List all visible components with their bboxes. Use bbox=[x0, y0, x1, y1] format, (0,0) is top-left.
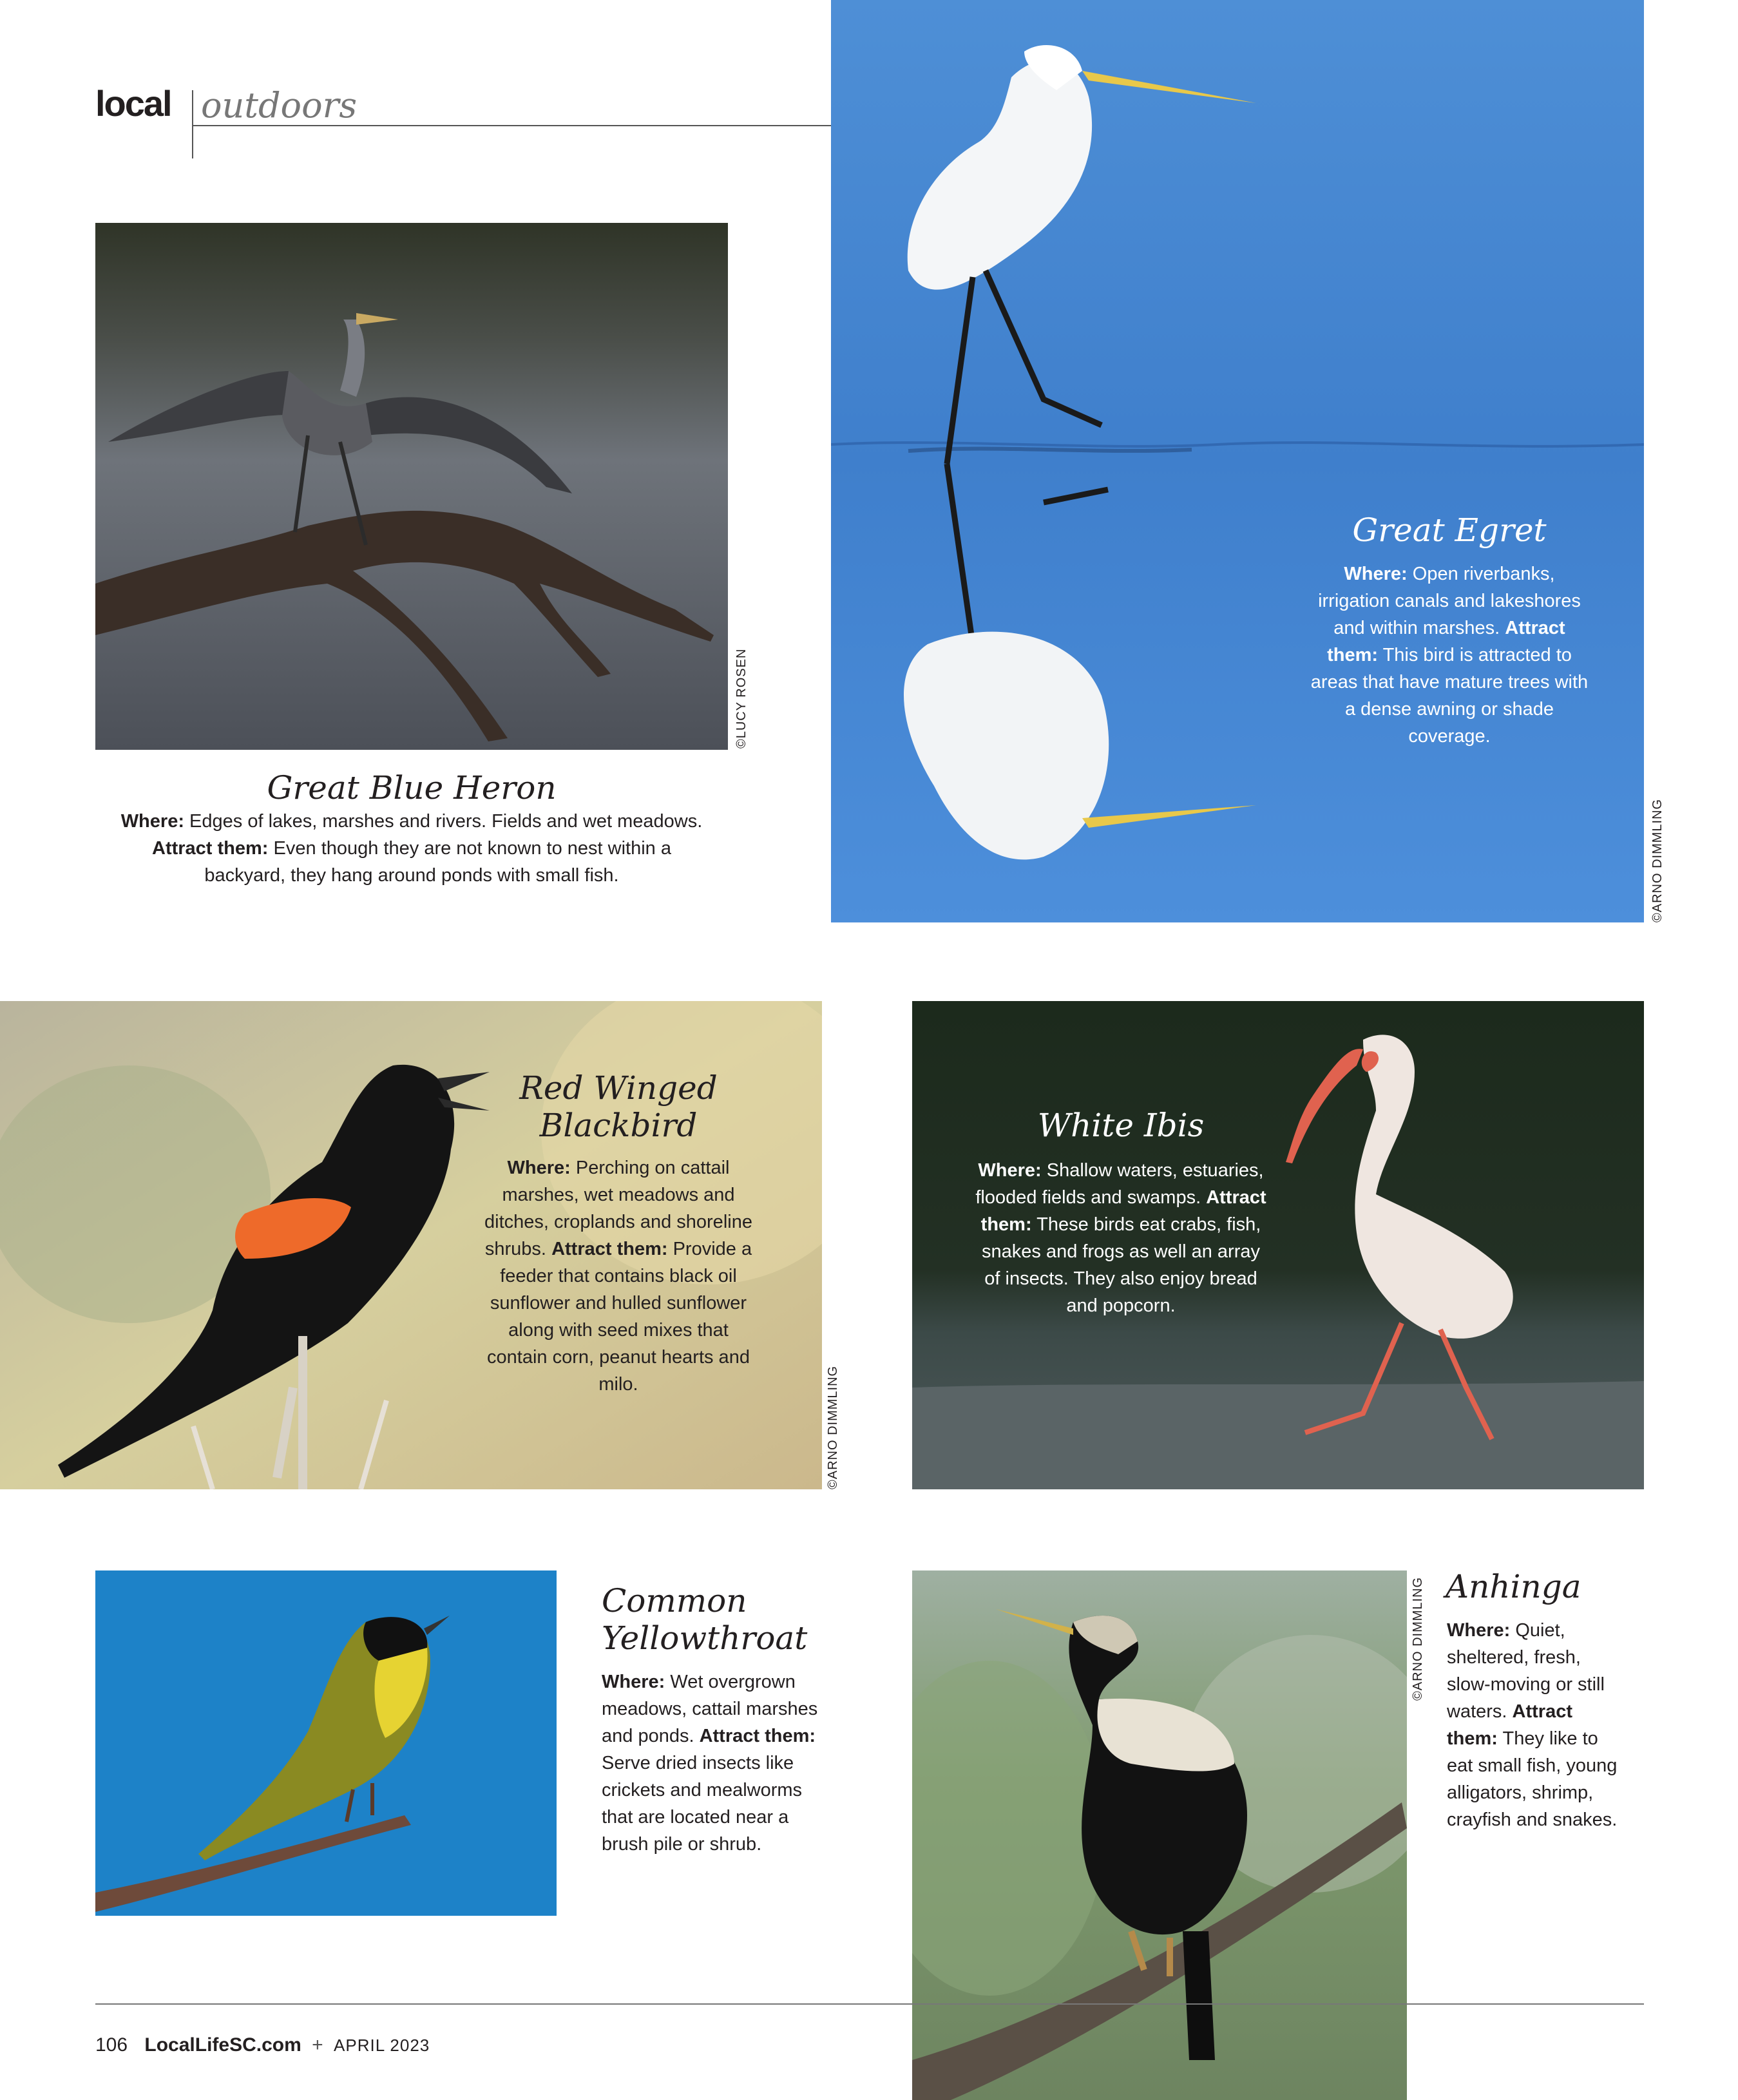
blackbird-attract-text: Provide a feeder that contains black oil sunflower and hulled sunflower along with seed mixes that contain corn, peanut hearts and milo. bbox=[487, 1239, 752, 1395]
header-divider bbox=[192, 90, 193, 158]
heron-where-text: Edges of lakes, marshes and rivers. Fields and wet meadows. bbox=[189, 811, 703, 832]
blackbird-title-line1: Red Winged bbox=[519, 1069, 718, 1107]
anhinga-attract-text: They like to eat small fish, young alligators, shrimp, crayfish and snakes. bbox=[1447, 1728, 1618, 1830]
egret-description bbox=[1308, 560, 1591, 750]
anhinga-where-text: Quiet, sheltered, fresh, slow-moving or still waters. bbox=[1447, 1620, 1605, 1722]
yellowthroat-title bbox=[602, 1582, 872, 1657]
egret-attract-text: This bird is attracted to areas that have mature trees with a dense awning or shade coverage. bbox=[1310, 645, 1589, 747]
blackbird-title-line2: Blackbird bbox=[539, 1107, 698, 1144]
blackbird-attract-label: Attract them: bbox=[551, 1239, 668, 1259]
egret-photo bbox=[831, 0, 1644, 922]
heron-where-label: Where: bbox=[120, 811, 184, 832]
anhinga-title: Anhinga bbox=[1446, 1568, 1581, 1605]
footer bbox=[95, 2034, 430, 2056]
site-link[interactable]: LocalLifeSC.com bbox=[144, 2034, 301, 2056]
ibis-where-text: Shallow waters, estuaries, flooded fields and swamps. bbox=[975, 1160, 1264, 1208]
heron-photo bbox=[95, 223, 728, 750]
heron-photo-credit: ©LUCY ROSEN bbox=[734, 648, 749, 749]
page-number: 106 bbox=[95, 2034, 128, 2056]
egret-photo-credit: ©ARNO DIMMLING bbox=[1650, 798, 1665, 922]
ibis-attract-label: Attract them: bbox=[980, 1187, 1266, 1235]
blackbird-title bbox=[477, 1069, 760, 1144]
brand-logo: local bbox=[95, 83, 171, 124]
anhinga-description bbox=[1447, 1617, 1627, 1833]
ibis-title: White Ibis bbox=[1037, 1107, 1205, 1144]
blackbird-where-label: Where: bbox=[507, 1158, 571, 1178]
heron-attract-text: Even though they are not known to nest within a backyard, they hang around ponds with small fish. bbox=[204, 838, 671, 886]
blackbird-where-text: Perching on cattail marshes, wet meadows and ditches, croplands and shoreline shrubs. bbox=[484, 1158, 752, 1259]
egret-where-text: Open riverbanks, irrigation canals and lakeshores and within marshes. bbox=[1318, 564, 1581, 638]
yellowthroat-photo bbox=[95, 1570, 557, 1916]
anhinga-photo-credit: ©ARNO DIMMLING bbox=[1411, 1576, 1425, 1701]
anhinga-photo bbox=[912, 1570, 1407, 2100]
anhinga-attract-label: Attract them: bbox=[1447, 1701, 1573, 1749]
issue-date: APRIL 2023 bbox=[334, 2036, 430, 2055]
egret-where-label: Where: bbox=[1344, 564, 1408, 584]
heron-attract-label: Attract them: bbox=[152, 838, 269, 859]
ibis-attract-text: These birds eat crabs, fish, snakes and frogs as well an array of insects. They also enjoy bread and popcorn. bbox=[982, 1214, 1261, 1316]
footer-separator: + bbox=[312, 2034, 323, 2056]
egret-title: Great Egret bbox=[1352, 511, 1547, 549]
yellowthroat-title-line2: Yellowthroat bbox=[602, 1619, 808, 1657]
section-title: outdoors bbox=[201, 85, 358, 126]
heron-description bbox=[116, 808, 707, 889]
ibis-where-label: Where: bbox=[978, 1160, 1042, 1181]
footer-rule bbox=[95, 2003, 1644, 2005]
anhinga-where-label: Where: bbox=[1447, 1620, 1511, 1641]
yellowthroat-attract-label: Attract them: bbox=[699, 1726, 816, 1746]
yellowthroat-where-text: Wet overgrown meadows, cattail marshes and ponds. bbox=[602, 1672, 818, 1746]
egret-attract-label: Attract them: bbox=[1327, 618, 1565, 665]
yellowthroat-where-label: Where: bbox=[602, 1672, 665, 1692]
ibis-description bbox=[973, 1157, 1269, 1319]
blackbird-photo-credit: ©ARNO DIMMLING bbox=[826, 1365, 840, 1489]
yellowthroat-attract-text: Serve dried insects like crickets and mealworms that are located near a brush pile or shrub. bbox=[602, 1753, 803, 1855]
heron-title: Great Blue Heron bbox=[267, 769, 557, 807]
yellowthroat-title-line1: Common bbox=[602, 1582, 747, 1619]
yellowthroat-description bbox=[602, 1668, 834, 1858]
blackbird-description bbox=[480, 1154, 757, 1398]
